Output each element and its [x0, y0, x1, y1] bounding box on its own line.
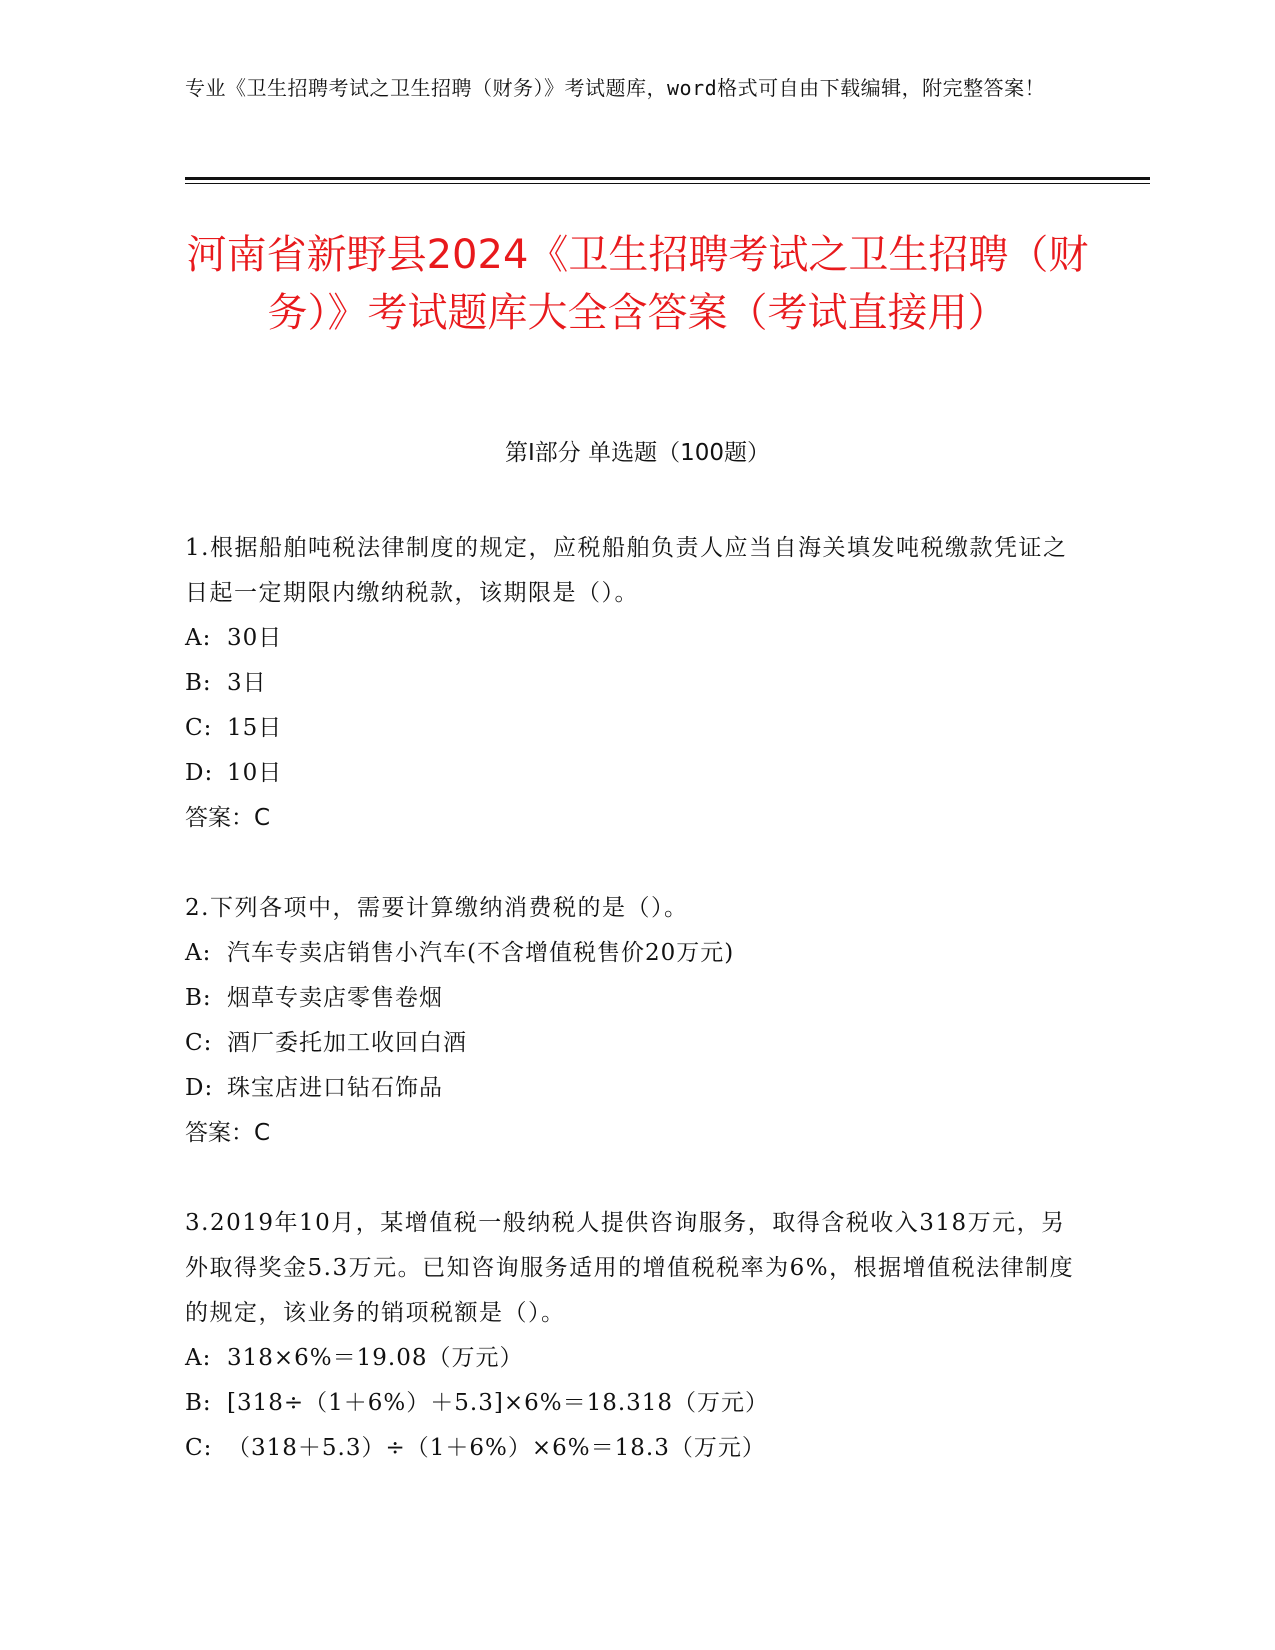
question-stem: 2.下列各项中，需要计算缴纳消费税的是（）。 — [185, 895, 689, 921]
question-list — [185, 526, 1090, 1516]
answer-line: 答案：C — [185, 805, 271, 831]
option-a — [185, 616, 1090, 661]
option-a — [185, 931, 1090, 976]
option-text: 烟草专卖店零售卷烟 — [227, 985, 443, 1011]
option-text: 珠宝店进口钻石饰品 — [227, 1075, 443, 1101]
section-title: 第I部分 单选题（100题） — [505, 440, 770, 466]
option-d — [185, 1066, 1090, 1111]
question-1 — [185, 526, 1090, 841]
option-d — [185, 751, 1090, 796]
question-stem: 3.2019年10月，某增值税一般纳税人提供咨询服务，取得含税收入318万元，另外取得奖金5.3万元。已知咨询服务适用的增值税税率为6%，根据增值税法律制度的规定，该业务的销项税额是（）。 — [185, 1210, 1075, 1326]
option-b — [185, 1381, 1090, 1426]
header-note: 专业《卫生招聘考试之卫生招聘（财务）》考试题库，word格式可自由下载编辑，附完整答案！ — [185, 76, 1046, 100]
question-2 — [185, 886, 1090, 1156]
option-text: 15日 — [227, 715, 283, 741]
option-letter: D: — [185, 1075, 214, 1101]
option-text: 10日 — [227, 760, 283, 786]
header-rule-thick — [185, 177, 1150, 180]
option-text: 318×6%＝19.08（万元） — [227, 1345, 524, 1371]
option-letter: C: — [185, 715, 213, 741]
option-letter: D: — [185, 760, 214, 786]
option-c — [185, 1021, 1090, 1066]
option-text: [318÷（1＋6%）＋5.3]×6%＝18.318（万元） — [227, 1390, 770, 1416]
option-letter: B: — [185, 985, 212, 1011]
option-letter: A: — [185, 625, 212, 651]
option-text: 酒厂委托加工收回白酒 — [227, 1030, 467, 1056]
answer-line: 答案：C — [185, 1120, 271, 1146]
option-letter: B: — [185, 670, 212, 696]
option-letter: C: — [185, 1030, 213, 1056]
option-c — [185, 1426, 1090, 1471]
header-rule-thin — [185, 183, 1150, 184]
option-c — [185, 706, 1090, 751]
option-letter: B: — [185, 1390, 212, 1416]
option-letter: C: — [185, 1435, 213, 1461]
option-b — [185, 976, 1090, 1021]
document-title: 河南省新野县2024《卫生招聘考试之卫生招聘（财务）》考试题库大全含答案（考试直接用） — [186, 232, 1089, 336]
option-b — [185, 661, 1090, 706]
option-text: 3日 — [227, 670, 267, 696]
option-text: 30日 — [227, 625, 283, 651]
option-letter: A: — [185, 940, 212, 966]
option-letter: A: — [185, 1345, 212, 1371]
option-text: 汽车专卖店销售小汽车(不含增值税售价20万元) — [227, 940, 735, 966]
option-text: （318＋5.3）÷（1＋6%）×6%＝18.3（万元） — [227, 1435, 766, 1461]
question-3 — [185, 1201, 1090, 1471]
option-a — [185, 1336, 1090, 1381]
question-stem: 1.根据船舶吨税法律制度的规定，应税船舶负责人应当自海关填发吨税缴款凭证之日起一定期限内缴纳税款，该期限是（）。 — [185, 535, 1068, 606]
